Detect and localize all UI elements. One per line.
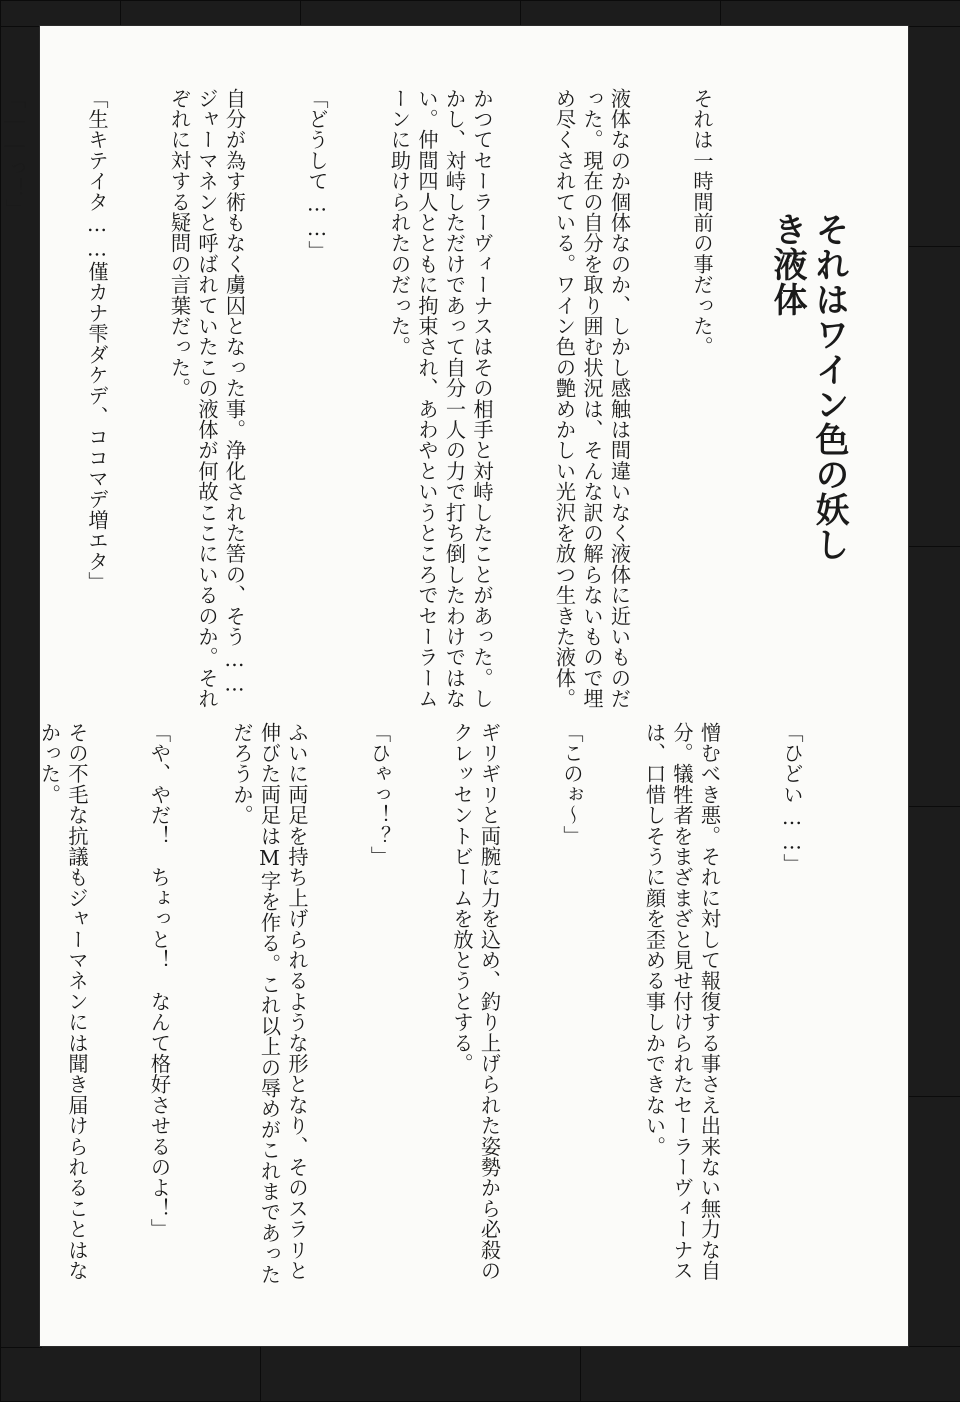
paragraph: その不毛な抗議もジャーマネンには聞き届けられることはなかった。 <box>37 722 89 1281</box>
story-text-lower <box>37 722 860 1294</box>
brick-tile <box>908 546 960 808</box>
paragraph: ふいに両足を持ち上げられるような形となり、そのスラリと伸びた両足はM字を作る。これ以上の辱めがこれまであっただろうか。 <box>230 722 309 1285</box>
paragraph: 「ひゃっ！？」 <box>367 722 392 867</box>
paragraph: 「ひどい……」 <box>780 722 804 875</box>
brick-tile <box>0 0 122 28</box>
brick-tile <box>580 1346 960 1402</box>
brick-tile <box>0 1346 262 1402</box>
brick-tile <box>908 246 960 548</box>
paragraph: それは一時間前の事だった。 <box>690 88 714 358</box>
brick-tile <box>120 0 302 28</box>
brick-tile <box>300 0 522 28</box>
paragraph: 「このぉ～」 <box>560 722 584 847</box>
brick-tile <box>720 0 960 28</box>
story-title: それはワイン色の妖しき液体 <box>767 212 849 562</box>
paragraph: 自分が為す術もなく虜囚となった事。浄化された筈の、そう……ジャーマネンと呼ばれていたこの液体が何故ここにいるのか。それぞれに対する疑問の言葉だった。 <box>167 88 247 709</box>
paragraph: 「どうして……」 <box>305 88 329 262</box>
paragraph: かつてセーラーヴィーナスはその相手と対峙したことがあった。しかし、対峙しただけであって自分一人の力で打ち倒したわけではない。仲間四人とともに拘束され、あわやというところでセーラームーンに助けられたのだった。 <box>387 88 494 709</box>
brick-tile <box>260 1346 582 1402</box>
paragraph: 「生キテイタ……僅カナ雫ダケデ、ココマデ増エタ」 <box>85 88 109 593</box>
paragraph: 「や、やだ！ ちょっと！ なんて格好させるのよ！」 <box>147 722 172 1240</box>
brick-tile <box>520 0 722 28</box>
paragraph: ギリギリと両腕に力を込め、釣り上げられた姿勢から必殺のクレッセントビームを放とうとする。 <box>450 722 502 1281</box>
story-text-upper <box>2 88 770 710</box>
paragraph: 液体なのか個体なのか、しかし感触は間違いなく液体に近いものだった。現在の自分を取り囲む状況は、そんな訳の解らないもので埋め尽くされている。ワイン色の艶めかしい光沢を放つ生きた液体。 <box>552 88 632 709</box>
brick-tile <box>908 1096 960 1348</box>
brick-tile <box>908 806 960 1098</box>
brick-tile <box>908 26 960 248</box>
paragraph: 「――っ！」 <box>2 88 27 220</box>
paragraph: 憎むべき悪。それに対して報復する事さえ出来ない無力な自分。犠牲者をまざまざと見せ付けられたセーラーヴィーナスは、口惜しそうに顔を歪める事しかできない。 <box>642 722 722 1281</box>
